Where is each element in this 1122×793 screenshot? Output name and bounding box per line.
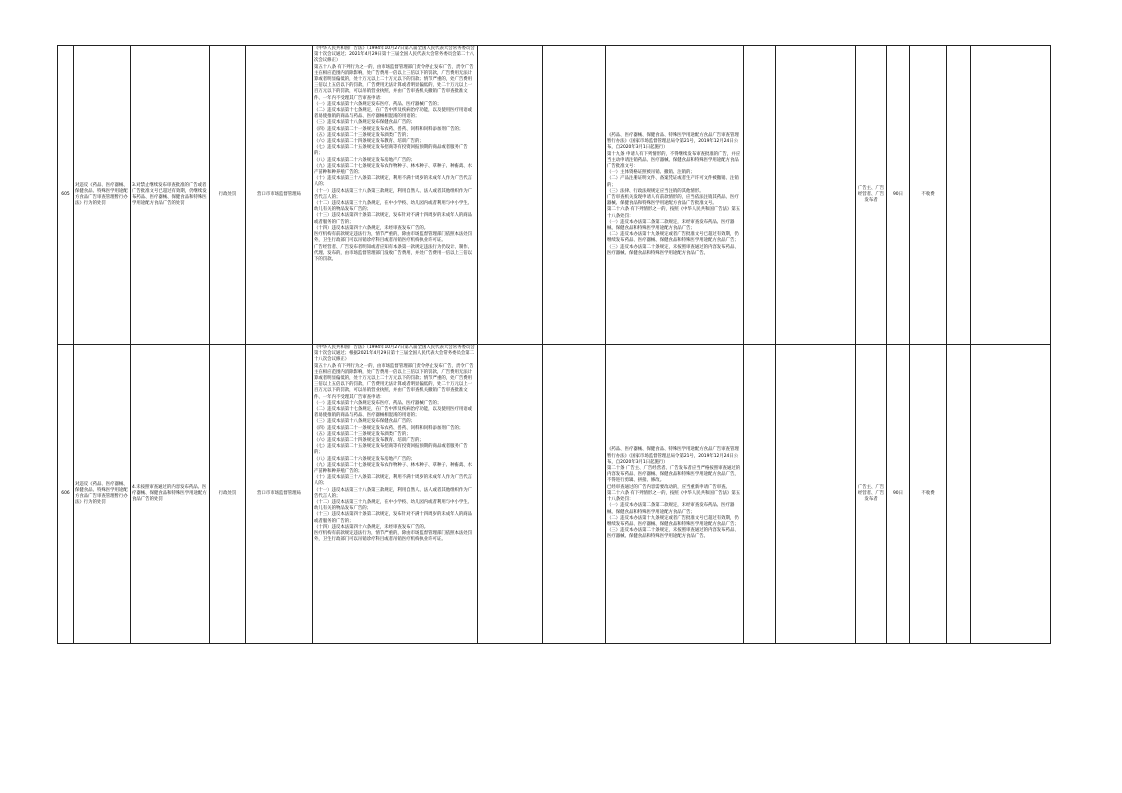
basis-detail-text — [607, 133, 742, 257]
basis-paragraph: （十一）违反本法第三十八条第三款规定，利用自然人、法人或者其他组织作为广告代言人的； — [314, 487, 473, 499]
basis-paragraph: （二）产品注册证明文件、备案凭证或者生产许可文件被撤销、注销的； — [607, 176, 739, 188]
basis-paragraph: 第二十条 广告主、广告经营者、广告发布者应当严格按照审查通过的内容发布药品、医疗器械、保健食品和特殊医学用途配方食品广告，不得进行剪辑、拼接、修改。 — [607, 466, 741, 484]
basis-paragraph: （五）违反本法第二十三条规定发布酒类广告的； — [314, 431, 411, 437]
basis-paragraph: （三）违反本办法第二十条规定，未按照审查通过的内容发布药品、医疗器械、保健食品和特殊医学用途配方食品广告。 — [607, 244, 739, 256]
basis-paragraph: 《中华人民共和国广告法》（1994年10月27日第八届全国人民代表大会常务委员会第十次会议通过；2021年4月29日第十三届全国人民代表大会常务委员会第二十八次会议修正） — [314, 46, 475, 64]
basis-paragraph: 第二十六条 有下列情形之一的，按照《中华人民共和国广告法》第五十八条处罚： — [607, 207, 741, 219]
period: 90日 — [887, 46, 910, 345]
row-index: 606 — [58, 345, 74, 644]
basis-paragraph: （四）违反本法第二十一条规定发布农药、兽药、饲料和饲料添加剂广告的； — [314, 126, 464, 132]
basis-paragraph: （二）违反本法第十七条规定，在广告中涉及疾病治疗功能，以及使用医疗用语或者易使推销的商品与药品、医疗器械相混淆的用语的； — [314, 407, 473, 419]
basis-paragraph: 广告审查机关发现申请人有前款情形的，应当依法注销其药品、医疗器械、保健食品和特殊医学用途配方食品广告批准文号。 — [607, 195, 739, 207]
basis-paragraph: 《药品、医疗器械、保健食品、特殊医学用途配方食品广告审查管理暂行办法》（国家市场监督管理总局令第21号，2019年12月24日公布，自2020年3月1日起施行） — [607, 132, 739, 151]
period: 90日 — [887, 345, 910, 644]
sub-item: 4.未按照审查通过的内容发布药品、医疗器械、保健食品和特殊医学用途配方食品广告的处罚 — [131, 345, 210, 644]
agency: 营口市市场监督管理局 — [246, 46, 313, 345]
empty-cell — [478, 46, 543, 345]
basis-paragraph: 已经审查通过的广告内容需要改动的，应当重新申请广告审查。 — [607, 484, 730, 490]
basis-paragraph: 医疗机构有前款规定违法行为，情节严重的，除由市场监督管理部门依照本法处罚外，卫生行政部门可以吊销诊疗科目或者吊销医疗机构执业许可证。 — [314, 232, 473, 244]
item-name: 对违反《药品、医疗器械、保健食品、特殊医学用途配方食品广告审查管理暂行办法》行为的处罚 — [74, 46, 131, 345]
basis-paragraph: （二）违反本办法第十九条规定或者广告批准文号已超过有效期，仍继续发布药品、医疗器械、保健食品和特殊医学用途配方食品广告； — [607, 515, 739, 527]
basis-paragraph: 《药品、医疗器械、保健食品、特殊医学用途配方食品广告审查管理暂行办法》（国家市场监督管理总局令第21号，2019年12月24日公布，自2020年3月1日起施行） — [607, 447, 739, 465]
legal-basis-text — [314, 345, 476, 642]
basis-paragraph: （七）违反本法第二十五条规定发布招商等有投资回报预期的商品或者服务广告的； — [314, 145, 468, 157]
basis-paragraph: （一）违反本法第十六条规定发布医疗、药品、医疗器械广告的； — [314, 101, 442, 107]
empty-cell — [744, 345, 776, 644]
agency: 营口市市场监督管理局 — [246, 345, 313, 644]
fee: 不收费 — [910, 46, 947, 345]
empty-cell — [543, 345, 606, 644]
basis-paragraph: （十三）违反本法第四十条第二款规定，发布针对不满十四周岁的未成年人的商品或者服务的广告的； — [314, 512, 473, 524]
subject: 广告主、广告经营者、广告发布者 — [856, 345, 887, 644]
basis-paragraph: （二）违反本办法第十九条规定或者广告批准文号已超过有效期，仍继续发布药品、医疗器械、保健食品和特殊医学用途配方食品广告； — [607, 232, 739, 244]
basis-paragraph: （七）违反本法第二十五条规定发布招商等有投资回报预期的商品或者服务广告的； — [314, 444, 468, 456]
item-type: 行政处罚 — [210, 345, 246, 644]
basis-paragraph: （八）违反本法第二十六条规定发布房地产广告的； — [314, 157, 415, 163]
fee: 不收费 — [910, 345, 947, 644]
basis-paragraph: （一）违反本法第十六条规定发布医疗、药品、医疗器械广告的； — [314, 400, 442, 406]
basis-paragraph: （三）法律、行政法规规定应当注销的其他情形。 — [607, 188, 704, 194]
basis-paragraph: （三）违反本法第十八条规定发布保健食品广告的； — [314, 419, 415, 425]
powers-list-table — [57, 45, 1051, 644]
empty-cell — [971, 46, 1051, 345]
basis-paragraph: （三）违反本法第十八条规定发布保健食品广告的； — [314, 120, 415, 126]
basis-paragraph: （三）违反本办法第二十条规定，未按照审查通过的内容发布药品、医疗器械、保健食品和特殊医学用途配方食品广告。 — [607, 528, 739, 540]
legal-basis-text — [314, 46, 476, 343]
basis-paragraph: （六）违反本法第二十四条规定发布教育、培训广告的； — [314, 438, 424, 444]
item-type: 行政处罚 — [210, 46, 246, 345]
legal-basis — [313, 46, 478, 345]
subject: 广告主、广告经营者、广告发布者 — [856, 46, 887, 345]
basis-paragraph: （一）违反本办法第二条第二款规定，未经审查发布药品、医疗器械、保健食品和特殊医学用途配方食品广告； — [607, 219, 735, 232]
basis-paragraph: （四）违反本法第二十一条规定发布农药、兽药、饲料和饲料添加剂广告的； — [314, 425, 464, 431]
basis-paragraph: （九）违反本法第二十七条规定发布农作物种子、林木种子、草种子、种畜禽、水产苗种和种养殖广告的； — [314, 462, 473, 475]
empty-cell — [947, 345, 971, 644]
sub-item: 3.对禁止继续发布审查批准的广告或者广告批准文号已超过有效期，仍继续发布药品、医疗器械、保健食品和特殊医学用途配方食品广告的处罚 — [131, 46, 210, 345]
empty-cell — [543, 46, 606, 345]
basis-paragraph: （十二）违反本法第三十九条规定，在中小学校、幼儿园内或者利用与中小学生、幼儿有关的物品发布广告的； — [314, 201, 473, 213]
item-name: 对违反《药品、医疗器械、保健食品、特殊医学用途配方食品广告审查管理暂行办法》行为的处罚 — [74, 345, 131, 644]
basis-paragraph: （九）违反本法第二十七条规定发布农作物种子、林木种子、草种子、种畜禽、水产苗种和种养殖广告的； — [314, 163, 473, 176]
empty-cell — [744, 46, 776, 345]
basis-paragraph: （十一）违反本法第三十八条第三款规定，利用自然人、法人或者其他组织作为广告代言人的； — [314, 188, 473, 200]
basis-detail — [606, 345, 744, 644]
row-index: 605 — [58, 46, 74, 345]
empty-cell — [971, 345, 1051, 644]
basis-paragraph: 第十九条 申请人有下列情形的，不得继续发布审查批准的广告，并应当主动申请注销药品、医疗器械、保健食品和特殊医学用途配方食品广告批准文号： — [607, 151, 741, 169]
basis-paragraph: （一）主体资格证照被吊销、撤销、注销的； — [607, 170, 695, 176]
basis-paragraph: 第五十八条 有下列行为之一的，由市场监督管理部门责令停止发布广告，责令广告主在相应范围内消除影响，处广告费用一倍以上三倍以下的罚款，广告费用无法计算或者明显偏低的，处十万元以上二十万元以下的罚款；情节严重的，处广告费用三倍以上五倍以下的罚款，广告费用无法计算或者明显偏低的，处二十万元以上一百万元以下的罚款，可以吊销营业执照，并由广告审查机关撤销广告审查批准文件、一年内不受理其广告审查申请： — [314, 64, 474, 101]
basis-detail-text — [607, 447, 742, 540]
legal-basis — [313, 345, 478, 644]
basis-paragraph: （十二）违反本法第三十九条规定，在中小学校、幼儿园内或者利用与中小学生、幼儿有关的物品发布广告的； — [314, 500, 473, 512]
basis-paragraph: （十）违反本法第三十八条第二款规定，利用不满十周岁的未成年人作为广告代言人的； — [314, 475, 473, 487]
basis-paragraph: 第五十八条 有下列行为之一的，由市场监督管理部门责令停止发布广告，责令广告主在相应范围内消除影响，处广告费用一倍以上三倍以下的罚款，广告费用无法计算或者明显偏低的，处十万元以上二十万元以下的罚款；情节严重的，处广告费用三倍以上五倍以下的罚款，广告费用无法计算或者明显偏低的，处二十万元以上一百万元以下的罚款，可以吊销营业执照，并由广告审查机关撤销广告审查批准文件、一年内不受理其广告审查申请： — [314, 363, 474, 400]
basis-paragraph: （十四）违反本法第四十六条规定，未经审查发布广告的。 — [314, 524, 429, 530]
basis-paragraph: 《中华人民共和国广告法》（1994年10月27日第八届全国人民代表大会常务委员会第十次会议通过；根据2021年4月29日第十三届全国人民代表大会常务委员会第二十八次会议修正） — [314, 345, 475, 363]
basis-paragraph: （十三）违反本法第四十条第二款规定，发布针对不满十四周岁的未成年人的商品或者服务的广告的； — [314, 213, 473, 225]
empty-cell — [947, 46, 971, 345]
basis-paragraph: （五）违反本法第二十三条规定发布酒类广告的； — [314, 132, 411, 138]
basis-paragraph: 医疗机构有前款规定违法行为，情节严重的，除由市场监督管理部门依照本法处罚外，卫生行政部门可以吊销诊疗科目或者吊销医疗机构执业许可证。 — [314, 531, 473, 543]
basis-paragraph: （一）违反本办法第二条第二款规定，未经审查发布药品、医疗器械、保健食品和特殊医学用途配方食品广告； — [607, 503, 735, 515]
basis-paragraph: 第二十六条 有下列情形之一的，按照《中华人民共和国广告法》第五十八条处罚： — [607, 490, 741, 503]
empty-cell — [776, 46, 856, 345]
basis-paragraph: （十）违反本法第三十八条第二款规定，利用不满十周岁的未成年人作为广告代言人的； — [314, 176, 473, 188]
empty-cell — [776, 345, 856, 644]
basis-paragraph: 广告经营者、广告发布者明知或者应知有本条第一款规定违法行为仍设计、制作、代理、发布的，由市场监督管理部门没收广告费用，并处广告费用一倍以上三倍以下的罚款。 — [314, 244, 473, 262]
basis-paragraph: （八）违反本法第二十六条规定发布房地产广告的； — [314, 456, 415, 462]
basis-paragraph: （十四）违反本法第四十六条规定，未经审查发布广告的。 — [314, 225, 429, 231]
table-row — [58, 345, 1051, 644]
empty-cell — [478, 345, 543, 644]
table-row — [58, 46, 1051, 345]
basis-detail — [606, 46, 744, 345]
basis-paragraph: （二）违反本法第十七条规定，在广告中涉及疾病治疗功能，以及使用医疗用语或者易使推销的商品与药品、医疗器械相混淆的用语的； — [314, 108, 473, 120]
basis-paragraph: （六）违反本法第二十四条规定发布教育、培训广告的； — [314, 139, 424, 145]
